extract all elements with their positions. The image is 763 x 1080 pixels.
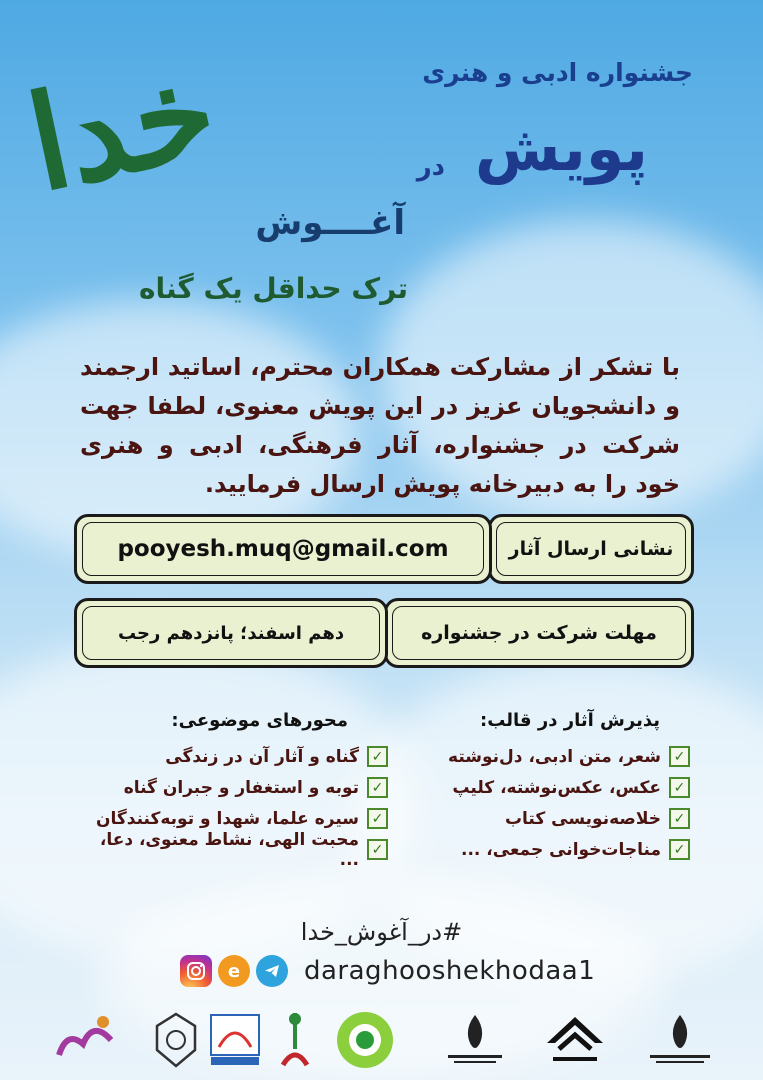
nursing-logo [205,1005,265,1075]
pooyesh-title: پویش [474,112,648,185]
format-item: ✓ عکس، عکس‌نوشته، کلیپ [395,772,690,803]
aghoosh-word: آغــــوش [255,203,405,243]
eitaa-icon[interactable]: e [218,955,250,987]
submission-label-box [488,514,694,584]
instagram-icon[interactable] [180,955,212,987]
topic-item: ✓ توبه و استغفار و جبران گناه [78,772,388,803]
university-emblem-logo [150,1005,202,1075]
submission-email[interactable]: pooyesh.muq@gmail.com [117,536,449,562]
checkbox-icon: ✓ [367,808,388,829]
basij-logo [270,1005,320,1075]
social-row [180,955,595,987]
formats-section [395,710,690,865]
mafdad-logo [50,1005,120,1075]
formats-title: پذیرش آثار در قالب: [480,710,660,731]
topic-item: ✓ محبت الهی، نشاط معنوی، دعا، ... [78,834,388,865]
checkbox-icon: ✓ [669,808,690,829]
festival-subtitle: جشنواره ادبی و هنری [422,58,693,87]
tagline: ترک حداقل یک گناه [138,272,408,305]
checkbox-icon: ✓ [367,746,388,767]
format-item: ✓ خلاصه‌نویسی کتاب [395,803,690,834]
social-handle[interactable]: daraghooshekhodaa1 [304,956,596,986]
qom-university-logo [535,1005,615,1075]
format-item: ✓ شعر، متن ادبی، دل‌نوشته [395,741,690,772]
deadline-label: مهلت شرکت در جشنواره [421,622,657,644]
telegram-icon[interactable] [256,955,288,987]
checkbox-icon: ✓ [669,746,690,767]
dar-word: در [416,152,445,182]
topic-item: ✓ سیره علما، شهدا و توبه‌کنندگان [78,803,388,834]
checkbox-icon: ✓ [669,839,690,860]
iran-emblem-logo [435,1005,515,1075]
deadline-value-box [74,598,388,668]
iran-emblem-logo-2 [635,1005,725,1075]
topic-item: ✓ گناه و آثار آن در زندگی [78,741,388,772]
logos-strip [0,1005,763,1080]
checkbox-icon: ✓ [367,777,388,798]
checkbox-icon: ✓ [367,839,388,860]
deadline-value: دهم اسفند؛ پانزدهم رجب [117,622,345,644]
format-item: ✓ مناجات‌خوانی جمعی، ... [395,834,690,865]
deadline-label-box [384,598,694,668]
green-circle-logo [330,1005,400,1075]
submission-label: نشانی ارسال آثار [508,538,674,560]
khoda-calligraphy: خدا [16,32,229,221]
email-box[interactable] [74,514,492,584]
intro-paragraph: با تشکر از مشارکت همکاران محترم، اساتید ارجمند و دانشجویان عزیز در این پویش معنوی، لطفا جهت شرکت در جشنواره، آثار فرهنگی، ادبی و هنری خود را به دبیرخانه پویش ارسال فرمایید. [80,353,680,498]
topics-title: محورهای موضوعی: [171,710,348,731]
hashtag[interactable]: #در_آغوش_خدا [300,918,463,946]
checkbox-icon: ✓ [669,777,690,798]
topics-section [78,710,388,870]
